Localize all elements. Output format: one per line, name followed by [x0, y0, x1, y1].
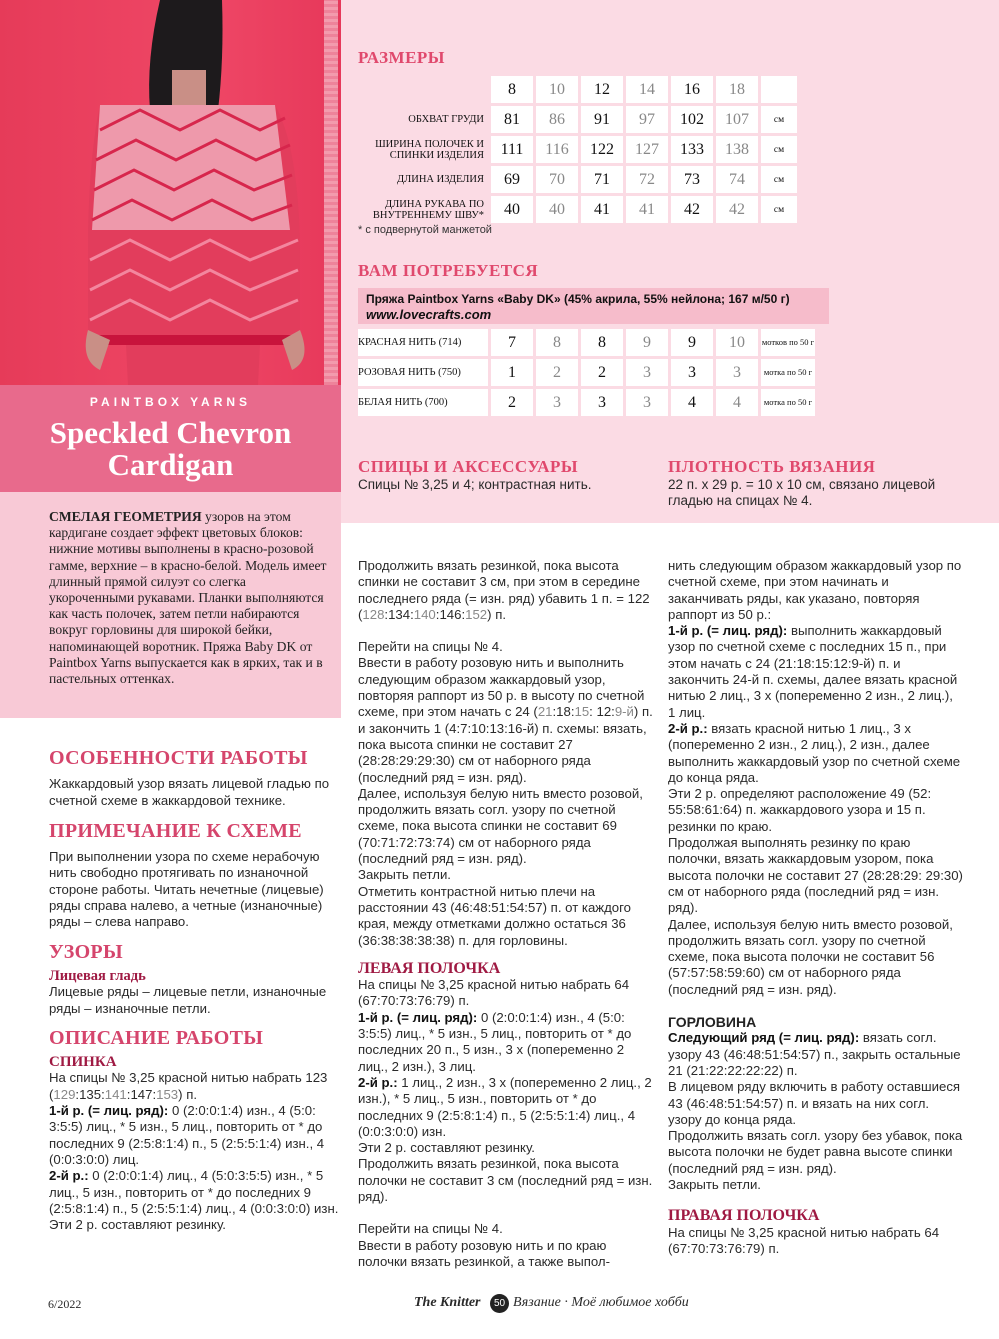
neck-heading: ГОРЛОВИНА — [668, 1014, 757, 1031]
magazine-tagline: Вязание · Моё любимое хобби — [513, 1295, 689, 1310]
back-text-2: 1-й р. (= лиц. ряд): 0 (2:0:0:1:4) изн., 4 (5:0: 3:5:5) лиц., * 5 изн., 5 лиц., повторить от * до последних 9 (2:5:8:1:4) п., 5 (2:5:5:1:4) изн., 4 (0:0:3:0:0) лиц. — [49, 1103, 325, 1167]
patterns-heading: УЗОРЫ — [49, 940, 123, 963]
issue-number: 6/2022 — [48, 1297, 82, 1311]
page-number: 50 — [490, 1294, 509, 1313]
features-text: Жаккардовый узор вязать лицевой гладью по счетной схеме в жаккардовой технике. — [49, 776, 330, 808]
yarn-header — [358, 288, 829, 324]
mid-text-1: Продолжить вязать резинкой, пока высота спинки не составит 3 см, при этом в середине последнего ряда (= изн. ряд) убавить 1 п. = 122 (128:134:140:146:152) п. — [358, 558, 650, 622]
sizes-note: * с подвернутой манжетой — [358, 224, 492, 236]
mid-text-4: Перейти на спицы № 4. Ввести в работу розовую нить и по краю полочки вязать резинкой, а также выпол- — [358, 1221, 610, 1269]
back-text-1: На спицы № 3,25 красной нитью набрать 123 (129:135:141:147:153) п. — [49, 1070, 328, 1102]
mid-text-3: На спицы № 3,25 красной нитью набрать 64 (67:70:73:76:79) п. 1-й р. (= лиц. ряд): 0 (2:0:0:1:4) изн., 4 (5:0: 3:5:5) лиц., * 5 изн., 5 лиц., повторить от * до последних 20 п., 5 изн., 3 х (попеременно 2 лиц., 2 изн.), 3 лиц. 2-й р.: 1 лиц., 2 изн., 3 х (попеременно 2 лиц., 2 изн.), * 5 лиц., 5 изн., повторить от * до последних 9 (2:5:8:1:4) п., 5 (2:5:5:1:4) лиц., 4 (0:0:3:0:0) изн. Эти 2 р. составляют резинку. Продолжить вязать резинкой, пока высота полочки не составит 3 см (последний ряд = изн. ряд). — [358, 977, 653, 1204]
yarn-url: www.lovecrafts.com — [366, 307, 492, 322]
intro-text: СМЕЛАЯ ГЕОМЕТРИЯ узоров на этом кардигане создает эффект цветовых блоков: нижние мотивы выполнены в красно-розовой гамме, верхние – в красно-белой. Модель имеет длинный прямой силуэт со слегка укороченными рукавами. Планки выполняются как часть полочек, затем петли набираются вокруг горловины для широкой бейки, напоминающей воротник. Пряжа Baby DK от Paintbox Yarns выпускается как в ярких, так и в пастельных оттенках. — [49, 509, 327, 687]
gauge-text: 22 п. х 29 р. = 10 х 10 см, связано лицевой гладью на спицах № 4. — [668, 477, 936, 508]
title-line-2: Cardigan — [107, 447, 234, 482]
middle-column — [358, 558, 653, 1270]
needles-heading: СПИЦЫ И АКСЕССУАРЫ — [358, 457, 579, 476]
brand-name: PAINTBOX YARNS — [89, 395, 252, 409]
magazine-name: The Knitter — [414, 1295, 481, 1310]
back-text-3: 2-й р.: 0 (2:0:0:1:4) лиц., 4 (5:0:3:5:5) изн., * 5 лиц., 5 изн., повторить от * до последних 9 (2:5:8:1:4) п., 5 (2:5:5:1:4) лиц., 4 (0:0:3:0:0) изн. — [49, 1168, 339, 1216]
back-heading: СПИНКА — [49, 1054, 117, 1071]
right-text-2: Следующий ряд (= лиц. ряд): вязать согл. узору 43 (46:48:51:54:57) п., закрыть остальные 21 (21:22:22:22:22) п. В лицевом ряду включить в работу оставшиеся 43 (46:48:51:54:57) п. и вязать на них согл. узору до конца ряда. Продолжить вязать согл. узору без убавок, пока высота полочки не будет равна высоте спинки (последний ряд = изн. ряд). Закрыть петли. — [668, 1030, 963, 1192]
stockinette-text: Лицевые ряды – лицевые петли, изнаночные ряды – изнаночные петли. — [49, 984, 327, 1016]
left-front-heading: ЛЕВАЯ ПОЛОЧКА — [358, 959, 501, 977]
description-heading: ОПИСАНИЕ РАБОТЫ — [49, 1026, 264, 1049]
footer — [48, 1297, 948, 1313]
features-heading: ОСОБЕННОСТИ РАБОТЫ — [49, 747, 308, 769]
needles-text: Спицы № 3,25 и 4; контрастная нить. — [358, 477, 592, 492]
stockinette-heading: Лицевая гладь — [49, 967, 146, 984]
intro-box — [0, 492, 341, 718]
sizes-table: 8 10 12 14 16 18 ОБХВАТ ГРУДИ 81 86 91 97 102 107 см ШИРИНА ПОЛОЧЕК И СПИНКИ ИЗДЕЛИЯ 111 116 122 127 133 138 см ДЛИНА ИЗДЕЛИЯ 69 70 71 72 73 74 см ДЛИНА РУКАВА ПО ВНУТРЕННЕМУ ШВУ* 40 40 41 41 42 42 см — [355, 73, 800, 226]
title-banner — [0, 385, 341, 492]
yarn-table: КРАСНАЯ НИТЬ (714) 7 8 8 9 9 10 мотков по 50 г РОЗОВАЯ НИТЬ (750) 1 2 2 3 3 3 мотка по 50 г БЕЛАЯ НИТЬ (700) 2 3 3 3 4 4 мотка по 50 г — [355, 326, 818, 419]
chart-note-heading: ПРИМЕЧАНИЕ К СХЕМЕ — [49, 819, 302, 842]
left-column — [49, 747, 341, 1233]
cardigan-photo — [0, 0, 341, 385]
right-text-3: На спицы № 3,25 красной нитью набрать 64 (67:70:73:76:79) п. — [668, 1224, 940, 1256]
back-text-4: Эти 2 р. составляют резинку. — [49, 1217, 226, 1233]
right-front-heading: ПРАВАЯ ПОЛОЧКА — [668, 1207, 820, 1225]
chart-note-text: При выполнении узора по схеме нерабочую нить свободно протягивать по изнаночной стороне работы. Читать нечетные (лицевые) ряды справа налево, а четные (изнаночные) ряды – слева направо. — [49, 849, 324, 930]
yarn-description: Пряжа Paintbox Yarns «Baby DK» (45% акрила, 55% нейлона; 167 м/50 г) — [366, 292, 790, 306]
title-line-1: Speckled Chevron — [49, 415, 292, 450]
gauge-heading: ПЛОТНОСТЬ ВЯЗАНИЯ — [668, 457, 876, 476]
needs-heading: ВАМ ПОТРЕБУЕТСЯ — [358, 261, 539, 280]
mid-text-2: Перейти на спицы № 4. Ввести в работу розовую нить и выполнить следующим образом жаккардовый узор, повторяя раппорт из 50 р. в высоту по счетной схеме, при этом начать с 24 (21:18:15: 12:9-й) п. и закончить 1 (4:7:10:13:16-й) п. схемы: вязать, пока высота спинки не составит 27 (28:28:29:29:30) см от наборного ряда (последний ряд = изн. ряд). Далее, используя белую нить вместо розовой, продолжить вязать согл. узору по счетной схеме, пока высота спинки не составит 69 (70:71:72:73:74) см от наборного ряда (последний ряд = изн. ряд). Закрыть петли. Отметить контрастной нитью плечи на расстоянии 43 (46:48:51:54:57) п. от каждого края, между отметками должно остаться 36 (36:38:38:38:38) п. для горловины. — [358, 639, 653, 948]
sizes-heading: РАЗМЕРЫ — [358, 48, 445, 67]
right-text-1: нить следующим образом жаккардовый узор по счетной схеме, при этом начинать и заканчивать ряды, как указано, повторяя раппорт из 50 р.: 1-й р. (= лиц. ряд): выполнить жаккардовый узор по счетной схеме с последних 15 п., при этом начать с 24 (21:18:15:12:9-й) п. и закончить 24-й п. схемы, далее вязать красной нитью 2 лиц., 3 х (попеременно 2 изн., 2 лиц.), 1 лиц. 2-й р.: вязать красной нитью 1 лиц., 3 х (попеременно 2 изн., 2 лиц.), 2 изн., далее выполнить жаккардовый узор по счетной схеме до конца ряда. Эти 2 р. определяют расположение 49 (52: 55:58:61:64) п. жаккардового узора и 15 п. резинки по краю. Продолжая выполнять резинку по краю полочки, вязать жаккардовым узором, пока высота полочки не составит 27 (28:28:29: 29:30) см от наборного ряда (последний ряд = изн. ряд). Далее, используя белую нить вместо розовой, продолжить вязать согл. узору по счетной схеме, пока высота полочки не составит 56 (57:57:58:59:60) см от наборного ряда (последний ряд = изн. ряд). — [668, 558, 963, 997]
right-column — [668, 558, 963, 1257]
